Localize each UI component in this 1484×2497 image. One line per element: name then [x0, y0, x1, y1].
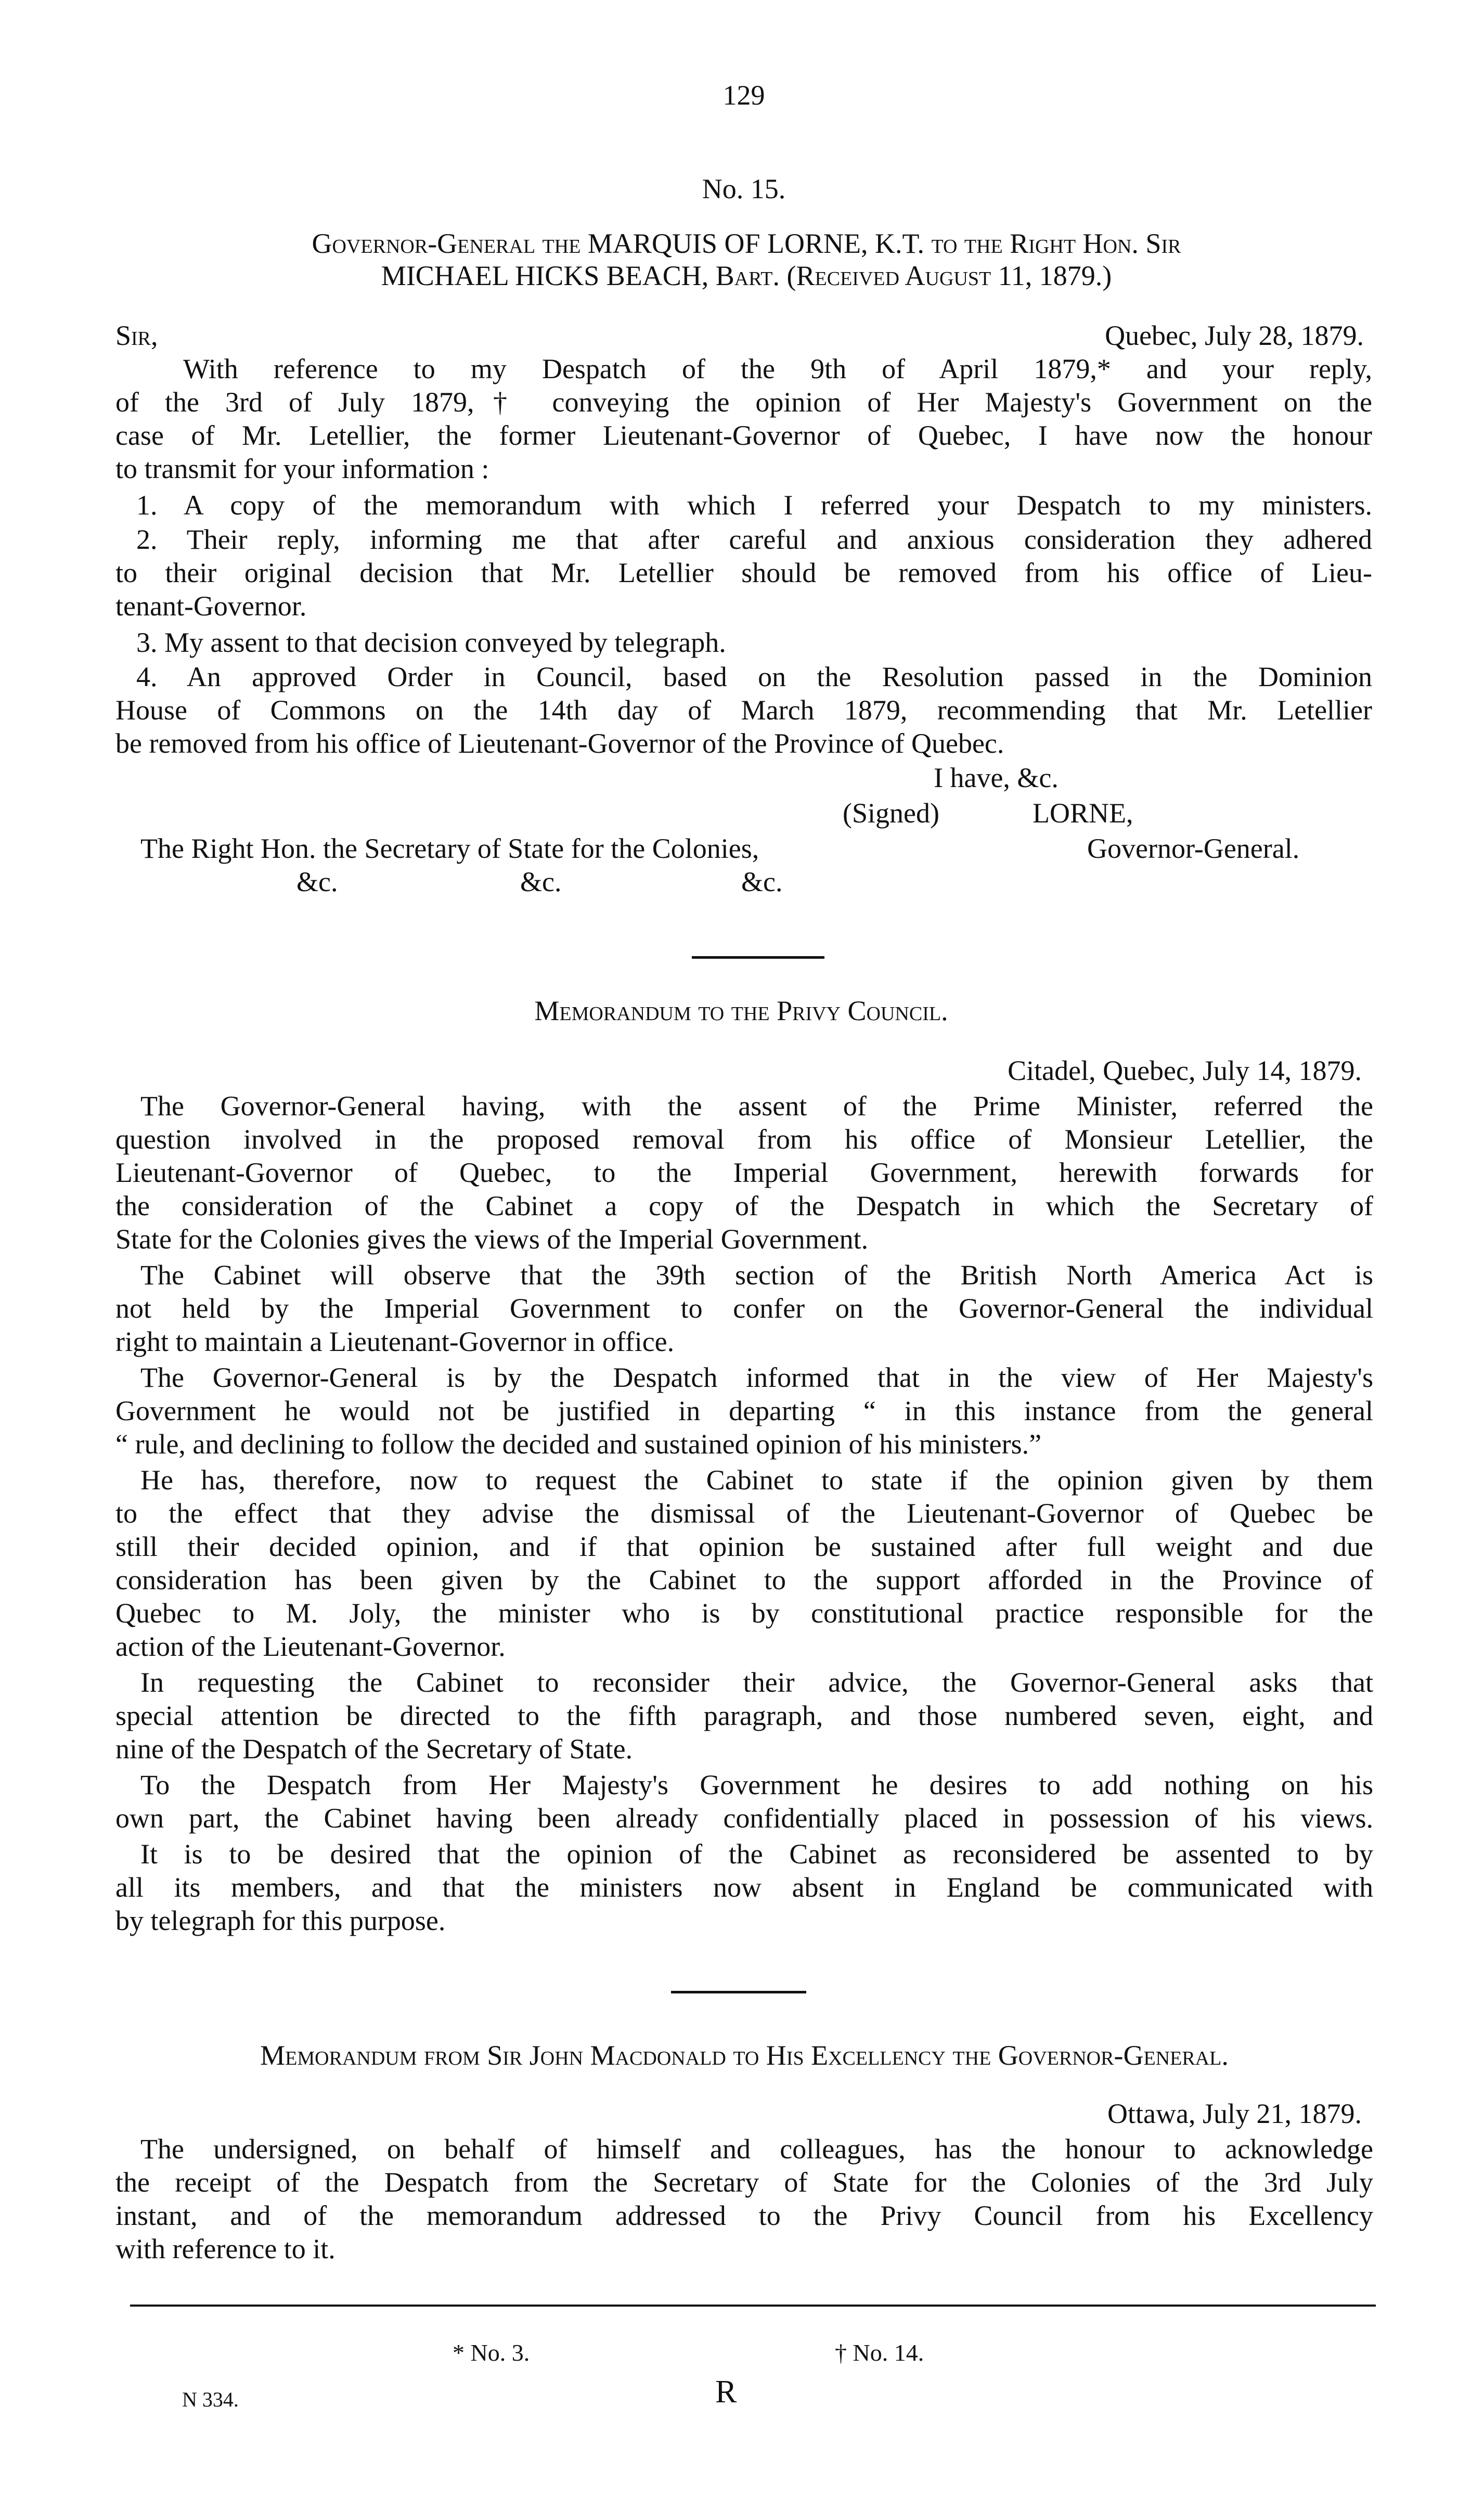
memo1-line: It is to be desired that the opinion of the Cabinet as reconsidered be assented to by	[140, 1838, 1373, 1870]
memo1-line: The Cabinet will observe that the 39th section of the British North America Act is	[140, 1259, 1373, 1291]
footnote-rule	[130, 2305, 1376, 2307]
memo1-line: Lieutenant-Governor of Quebec, to the Imperial Government, herewith forwards for	[115, 1157, 1373, 1188]
memo2-line: instant, and of the memorandum addressed to the Privy Council from his Excellency	[115, 2200, 1373, 2231]
letter-heading-line2: MICHAEL HICKS BEACH, Bart. (Received August 11, 1879.)	[381, 260, 1112, 291]
memo1-line: Government he would not be justified in departing “ in this instance from the general	[115, 1395, 1373, 1426]
memo1-line: own part, the Cabinet having been already confidentially placed in possession of his views.	[115, 1803, 1373, 1834]
memo1-heading: Memorandum to the Privy Council.	[534, 995, 948, 1026]
list-item-2-line: to their original decision that Mr. Letellier should be removed from his office of Lieu-	[115, 557, 1372, 588]
memo1-line: to the effect that they advise the dismissal of the Lieutenant-Governor of Quebec be	[115, 1498, 1373, 1529]
letter-addressee: The Right Hon. the Secretary of State for the Colonies,	[140, 833, 759, 864]
signed-label: (Signed)	[843, 797, 939, 829]
memo1-line: “ rule, and declining to follow the decided and sustained opinion of his ministers.”	[115, 1428, 1042, 1460]
memo2-heading: Memorandum from Sir John Macdonald to His Excellency the Governor-General.	[260, 2040, 1229, 2071]
letter-para-line: case of Mr. Letellier, the former Lieutenant-Governor of Quebec, I have now the honour	[115, 420, 1372, 451]
memo1-line: consideration has been given by the Cabinet to the support afforded in the Province of	[115, 1564, 1373, 1595]
list-item-2-line: tenant-Governor.	[115, 590, 307, 622]
letter-para-line: to transmit for your information :	[115, 453, 489, 484]
memo1-line: by telegraph for this purpose.	[115, 1905, 446, 1936]
memo2-line: the receipt of the Despatch from the Secretary of State for the Colonies of the 3rd July	[115, 2167, 1373, 2198]
memo1-line: action of the Lieutenant-Governor.	[115, 1631, 506, 1662]
letter-para-line: of the 3rd of July 1879,† conveying the opinion of Her Majesty's Government on the	[115, 387, 1372, 418]
memo1-line: In requesting the Cabinet to reconsider their advice, the Governor-General asks that	[140, 1667, 1373, 1698]
memo1-place-date: Citadel, Quebec, July 14, 1879.	[1008, 1055, 1362, 1086]
memo2-line: with reference to it.	[115, 2233, 335, 2264]
memo2-line: The undersigned, on behalf of himself and colleagues, has the honour to acknowledge	[140, 2133, 1373, 2165]
memo1-line: all its members, and that the ministers now absent in England be communicated with	[115, 1872, 1373, 1903]
memo2-place-date: Ottawa, July 21, 1879.	[1107, 2098, 1362, 2129]
letter-number: No. 15.	[702, 173, 786, 204]
letter-place-date: Quebec, July 28, 1879.	[1105, 320, 1364, 351]
memo1-line: He has, therefore, now to request the Cabinet to state if the opinion given by them	[140, 1464, 1373, 1496]
letter-heading-line1: Governor-General the MARQUIS OF LORNE, K.T. to the Right Hon. Sir	[312, 228, 1181, 259]
memo1-line: the consideration of the Cabinet a copy of the Despatch in which the Secretary of	[115, 1190, 1373, 1221]
memo1-line: still their decided opinion, and if that opinion be sustained after full weight and due	[115, 1531, 1373, 1562]
signatory-title: Governor-General.	[1087, 833, 1300, 864]
memo1-line: right to maintain a Lieutenant-Governor in office.	[115, 1326, 675, 1357]
signature-mark: R	[715, 2374, 737, 2410]
memo1-line: The Governor-General is by the Despatch informed that in the view of Her Majesty's	[140, 1362, 1373, 1393]
letter-para-line: With reference to my Despatch of the 9th of April 1879,* and your reply,	[183, 353, 1372, 384]
memo1-line: State for the Colonies gives the views of the Imperial Government.	[115, 1224, 869, 1255]
memo1-line: The Governor-General having, with the assent of the Prime Minister, referred the	[140, 1090, 1373, 1122]
list-item-4-line: be removed from his office of Lieutenant-Governor of the Province of Quebec.	[115, 728, 1004, 759]
etc-mark: &c.	[520, 866, 562, 897]
list-item-2-line: 2. Their reply, informing me that after careful and anxious consideration they adhered	[136, 524, 1372, 555]
etc-mark: &c.	[296, 866, 338, 897]
memo1-line: special attention be directed to the fifth paragraph, and those numbered seven, eight, and	[115, 1700, 1373, 1731]
list-item-4-line: 4. An approved Order in Council, based on the Resolution passed in the Dominion	[136, 661, 1372, 692]
section-divider	[692, 956, 824, 959]
memo1-line: not held by the Imperial Government to confer on the Governor-General the individual	[115, 1293, 1373, 1324]
page-number: 129	[722, 80, 765, 111]
memo1-line: question involved in the proposed removal from his office of Monsieur Letellier, the	[115, 1124, 1373, 1155]
footnote-2: † No. 14.	[835, 2339, 924, 2366]
list-item-1: 1. A copy of the memorandum with which I referred your Despatch to my ministers.	[136, 490, 1372, 521]
section-divider	[671, 1991, 806, 1993]
footnote-1: * No. 3.	[453, 2339, 530, 2366]
salutation: Sir,	[115, 320, 158, 351]
list-item-3: 3. My assent to that decision conveyed by telegraph.	[136, 627, 726, 658]
print-code: N 334.	[182, 2388, 239, 2411]
etc-mark: &c.	[741, 866, 783, 897]
memo1-line: Quebec to M. Joly, the minister who is by constitutional practice responsible for the	[115, 1598, 1373, 1629]
signature-name: LORNE,	[1033, 797, 1133, 829]
memo1-line: nine of the Despatch of the Secretary of State.	[115, 1733, 633, 1765]
letter-closing: I have, &c.	[934, 762, 1059, 793]
memo1-line: To the Despatch from Her Majesty's Government he desires to add nothing on his	[140, 1769, 1373, 1800]
list-item-4-line: House of Commons on the 14th day of March 1879, recommending that Mr. Letellier	[115, 694, 1372, 726]
